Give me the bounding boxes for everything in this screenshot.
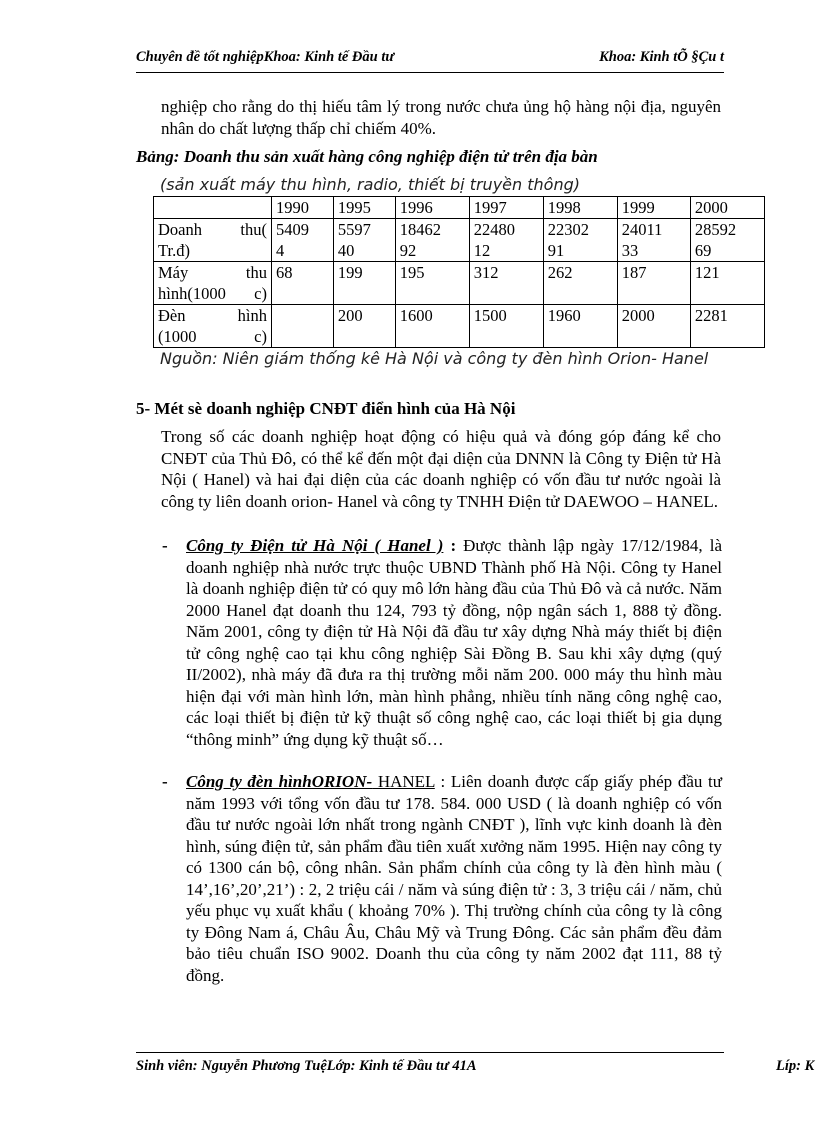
bullet-orion-hanel: - Công ty đèn hìnhORION- HANEL : Liên doanh được cấp giấy phép đầu tư năm 1993 với tổng vốn đầu tư 178. 584. 000 USD ( là doanh nghiệp có vốn đầu tư nước ngoài lớn nhất trong ngành CNĐT ), lĩnh vực kinh doanh là đèn hình, súng điện tử, sản phẩm đầu tiên xuất xưởng năm 1995. Hiện nay công ty có 1300 cán bộ, công nhân. Sản phẩm chính của công ty là đèn hình màu ( 14’,16’,20’,21’) : 2, 2 triệu cái / năm và súng điện tử : 3, 3 triệu cái / năm, chủ yếu phục vụ xuất khẩu ( khoảng 70% ). Thị trường chính của công ty là công ty Đông Nam á, Châu Âu, Châu Mỹ và Trung Đông. Các sản phẩm đều đảm bảo tiêu chuẩn ISO 9002. Doanh thu của công ty năm 2002 đạt 111, 88 tỷ đồng. — [162, 772, 722, 985]
row-label: Máy thu hình(1000 c) — [154, 262, 272, 305]
table-source-note: Nguồn: Niên giám thống kê Hà Nội và công ty đèn hình Orion- Hanel — [160, 349, 709, 368]
table-cell: 5597 40 — [333, 219, 395, 262]
year-cell: 1996 — [395, 197, 469, 219]
table-cell: 24011 33 — [617, 219, 690, 262]
year-cell: 1995 — [333, 197, 395, 219]
page-header — [136, 49, 724, 69]
table-cell: 187 — [617, 262, 690, 305]
year-cell: 1990 — [272, 197, 334, 219]
year-cell: 1999 — [617, 197, 690, 219]
revenue-table — [153, 196, 765, 348]
table-cell: 5409 4 — [272, 219, 334, 262]
section-heading: 5- Mét sè doanh nghiệp CNĐT điển hình của Hà Nội — [136, 399, 516, 418]
table-header-row — [154, 197, 765, 219]
table-cell: 22302 91 — [543, 219, 617, 262]
table-cell: 200 — [333, 305, 395, 348]
table-subcaption: (sản xuất máy thu hình, radio, thiết bị truyền thông) — [160, 175, 580, 194]
bullet-dash: - — [162, 772, 168, 791]
intro-paragraph: nghiệp cho rằng do thị hiếu tâm lý trong nước chưa ủng hộ hàng nội địa, nguyên nhân do chất lượng thấp chỉ chiếm 40%. — [161, 97, 721, 138]
table-cell: 1960 — [543, 305, 617, 348]
table-cell: 28592 69 — [690, 219, 764, 262]
header-rule — [136, 72, 724, 73]
table-cell: 312 — [469, 262, 543, 305]
bullet-dash: - — [162, 536, 168, 555]
table-cell: 22480 12 — [469, 219, 543, 262]
footer-left-text: Sinh viên: Nguyễn Phương TuệLớp: Kinh tế Đầu tư 41A — [136, 1058, 477, 1074]
table-cell: 2000 — [617, 305, 690, 348]
table-row-tv — [154, 262, 765, 305]
header-right-text: Khoa: Kinh tÕ §Çu t — [599, 49, 724, 65]
footer-right-text: Líp: K — [776, 1058, 815, 1074]
table-cell: 195 — [395, 262, 469, 305]
year-cell: 1998 — [543, 197, 617, 219]
table-cell: 1500 — [469, 305, 543, 348]
table-cell: 2281 — [690, 305, 764, 348]
table-cell: 18462 92 — [395, 219, 469, 262]
table-cell: 121 — [690, 262, 764, 305]
table-caption: Bảng: Doanh thu sản xuất hàng công nghiệp điện tử trên địa bàn — [136, 147, 598, 166]
bullet-text: Liên doanh được cấp giấy phép đầu tư năm 1993 với tổng vốn đầu tư 178. 584. 000 USD ( là doanh nghiệp có vốn đầu tư nước ngoài lớn nhất trong ngành CNĐT ), lĩnh vực kinh doanh là đèn hình, súng điện tử, sản phẩm đầu tiên xuất xưởng năm 1995. Hiện nay công ty có 1300 cán bộ, công nhân. Sản phẩm chính của công ty là đèn hình màu ( 14’,16’,20’,21’) : 2, 2 triệu cái / năm và súng điện tử : 3, 3 triệu cái / năm, chủ yếu phục vụ xuất khẩu ( khoảng 70% ). Thị trường chính của công ty là công ty Đông Nam á, Châu Âu, Châu Mỹ và Trung Đông. Các sản phẩm đều đảm bảo tiêu chuẩn ISO 9002. Doanh thu của công ty năm 2002 đạt 111, 88 tỷ đồng. — [186, 772, 722, 985]
company-name-rest: HANEL — [372, 772, 435, 791]
bullet-hanel: - Công ty Điện tử Hà Nội ( Hanel ) : Được thành lập ngày 17/12/1984, là doanh nghiệp nhà nước trực thuộc UBND Thành phố Hà Nội. Công ty Hanel là doanh nghiệp điện tử có quy mô lớn hàng đầu của Thủ Đô và cả nước. Năm 2000 Hanel đạt doanh thu 124, 793 tỷ đồng, nộp ngân sách 1, 888 tỷ đồng. Năm 2001, công ty điện tử Hà Nội đã đầu tư xây dựng Nhà máy thiết bị điện tử công nghệ cao tại khu công nghiệp Sài Đồng B. Sau khi xây dựng (quý II/2002), nhà máy đã đưa ra thị trường mỗi năm 200. 000 máy thu hình màu hiện đại với màn hình lớn, màn hình phẳng, nhiều tính năng công nghệ cao, các loại thiết bị điện tử kỹ thuật số công nghệ cao, các loại thiết bị gia dụng “thông minh” ứng dụng kỹ thuật số… — [162, 536, 722, 749]
section-paragraph: Trong số các doanh nghiệp hoạt động có hiệu quả và đóng góp đáng kể cho CNĐT của Thủ Đô, có thể kể đến một đại diện của DNNN là Công ty Điện tử Hà Nội ( Hanel) và hai đại diện của các doanh nghiệp có vốn đầu tư nước ngoài là công ty liên doanh orion- Hanel và công ty TNHH Điện tử DAEWOO – HANEL. — [161, 427, 721, 511]
bullet-text: Được thành lập ngày 17/12/1984, là doanh nghiệp nhà nước trực thuộc UBND Thành phố Hà Nội. Công ty Hanel là doanh nghiệp điện tử có quy mô lớn hàng đầu của Thủ Đô và cả nước. Năm 2000 Hanel đạt doanh thu 124, 793 tỷ đồng, nộp ngân sách 1, 888 tỷ đồng. Năm 2001, công ty điện tử Hà Nội đã đầu tư xây dựng Nhà máy thiết bị điện tử công nghệ cao tại khu công nghiệp Sài Đồng B. Sau khi xây dựng (quý II/2002), nhà máy đã đưa ra thị trường mỗi năm 200. 000 máy thu hình màu hiện đại với màn hình lớn, màn hình phẳng, nhiều tính năng công nghệ cao, các loại thiết bị điện tử kỹ thuật số công nghệ cao, các loại thiết bị gia dụng “thông minh” ứng dụng kỹ thuật số… — [186, 536, 722, 749]
year-cell: 2000 — [690, 197, 764, 219]
company-name: Công ty Điện tử Hà Nội ( Hanel ) — [186, 536, 444, 555]
table-corner-cell — [154, 197, 272, 219]
table-cell: 199 — [333, 262, 395, 305]
company-name: Công ty đèn hìnhORION- — [186, 772, 373, 791]
row-label: Doanh thu( Tr.đ) — [154, 219, 272, 262]
table-cell: 68 — [272, 262, 334, 305]
table-row-revenue — [154, 219, 765, 262]
table-cell: 262 — [543, 262, 617, 305]
table-cell — [272, 305, 334, 348]
page-footer — [136, 1058, 816, 1078]
year-cell: 1997 — [469, 197, 543, 219]
table-cell: 1600 — [395, 305, 469, 348]
row-label: Đèn hình (1000 c) — [154, 305, 272, 348]
header-left-text: Chuyên đề tốt nghiệpKhoa: Kinh tế Đầu tư — [136, 49, 395, 65]
footer-rule — [136, 1052, 724, 1053]
table-row-tube — [154, 305, 765, 348]
